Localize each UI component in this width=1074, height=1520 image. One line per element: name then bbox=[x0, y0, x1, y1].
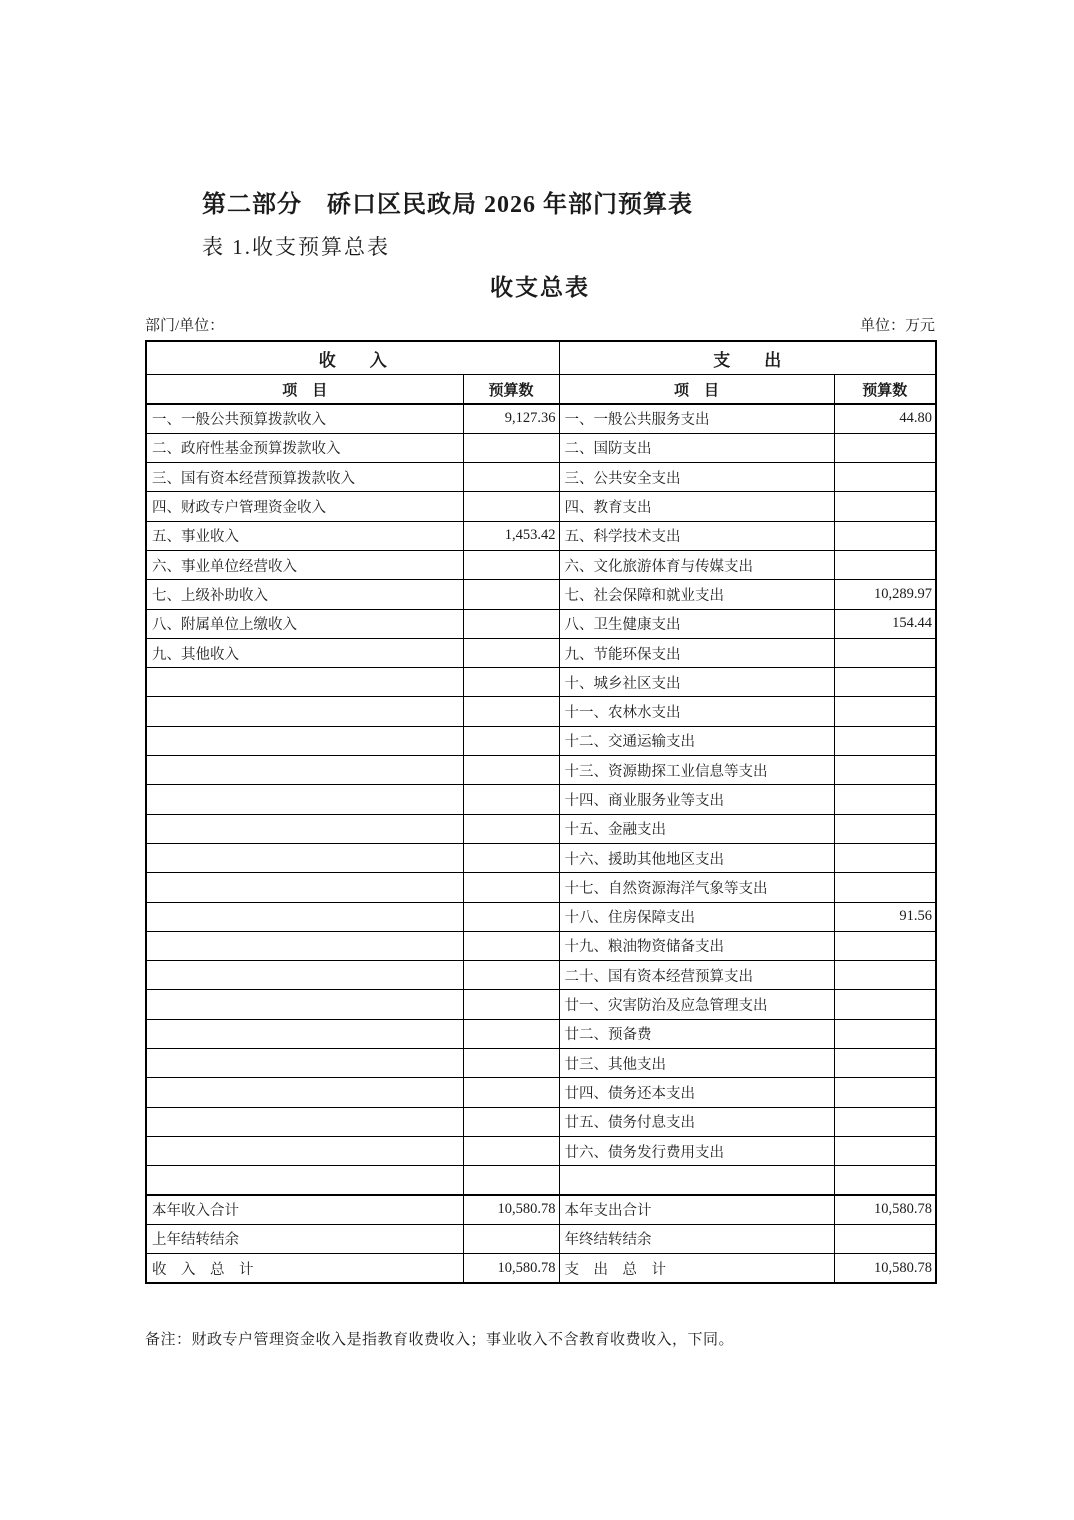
expense-value-cell bbox=[834, 785, 936, 814]
table-row bbox=[146, 843, 936, 872]
table-row bbox=[146, 433, 936, 462]
expense-value-cell bbox=[834, 697, 936, 726]
income-item-cell bbox=[146, 726, 463, 755]
income-item-cell bbox=[146, 814, 463, 843]
meta-row bbox=[145, 310, 935, 340]
income-value-cell bbox=[463, 1049, 559, 1078]
table-row bbox=[146, 726, 936, 755]
income-value-cell bbox=[463, 609, 559, 638]
expense-item-cell: 十三、资源勘探工业信息等支出 bbox=[559, 756, 834, 785]
income-value-cell bbox=[463, 638, 559, 667]
income-value-cell bbox=[463, 1166, 559, 1195]
expense-value-cell bbox=[834, 814, 936, 843]
table-row bbox=[146, 931, 936, 960]
income-item-cell bbox=[146, 1136, 463, 1165]
table-title: 收支总表 bbox=[490, 275, 590, 300]
table-row bbox=[146, 1166, 936, 1195]
table-row bbox=[146, 492, 936, 521]
income-item-cell bbox=[146, 961, 463, 990]
table-row bbox=[146, 521, 936, 550]
expense-item-cell: 八、卫生健康支出 bbox=[559, 609, 834, 638]
expense-item-cell: 二、国防支出 bbox=[559, 433, 834, 462]
expense-item-cell: 廿五、债务付息支出 bbox=[559, 1107, 834, 1136]
income-value-cell: 1,453.42 bbox=[463, 521, 559, 550]
income-group-header: 收 入 bbox=[146, 341, 559, 375]
income-value-cell: 10,580.78 bbox=[463, 1195, 559, 1224]
table-row bbox=[146, 756, 936, 785]
income-value-cell bbox=[463, 931, 559, 960]
income-item-cell bbox=[146, 756, 463, 785]
income-value-cell bbox=[463, 873, 559, 902]
income-value-cell bbox=[463, 697, 559, 726]
income-value-cell bbox=[463, 433, 559, 462]
expense-item-cell: 廿六、债务发行费用支出 bbox=[559, 1136, 834, 1165]
table-row bbox=[146, 580, 936, 609]
income-item-cell: 八、附属单位上缴收入 bbox=[146, 609, 463, 638]
summary-row bbox=[146, 1224, 936, 1253]
expense-value-cell bbox=[834, 931, 936, 960]
income-value-cell bbox=[463, 492, 559, 521]
expense-item-cell: 十、城乡社区支出 bbox=[559, 668, 834, 697]
expense-value-cell bbox=[834, 961, 936, 990]
income-item-cell bbox=[146, 1166, 463, 1195]
income-budget-column-header: 预算数 bbox=[463, 375, 559, 405]
expense-value-cell: 10,289.97 bbox=[834, 580, 936, 609]
expense-value-cell: 10,580.78 bbox=[834, 1254, 936, 1283]
income-value-cell bbox=[463, 550, 559, 579]
income-value-cell bbox=[463, 1136, 559, 1165]
income-item-cell bbox=[146, 785, 463, 814]
table-row bbox=[146, 1019, 936, 1048]
table-row bbox=[146, 550, 936, 579]
income-value-cell bbox=[463, 668, 559, 697]
expense-item-cell: 廿三、其他支出 bbox=[559, 1049, 834, 1078]
table-row bbox=[146, 404, 936, 433]
expense-item-cell: 十一、农林水支出 bbox=[559, 697, 834, 726]
income-value-cell bbox=[463, 1107, 559, 1136]
expense-item-cell: 十五、金融支出 bbox=[559, 814, 834, 843]
expense-value-cell bbox=[834, 668, 936, 697]
table-row bbox=[146, 1049, 936, 1078]
expense-group-header: 支 出 bbox=[559, 341, 936, 375]
expense-item-cell: 六、文化旅游体育与传媒支出 bbox=[559, 550, 834, 579]
table-row bbox=[146, 1107, 936, 1136]
meta-unit-label: 单位：万元 bbox=[859, 318, 935, 334]
footnote: 备注：财政专户管理资金收入是指教育收费收入；事业收入不含教育收费收入，下同。 bbox=[145, 1331, 735, 1348]
table-row bbox=[146, 961, 936, 990]
expense-item-cell: 五、科学技术支出 bbox=[559, 521, 834, 550]
table-row bbox=[146, 668, 936, 697]
expense-value-cell bbox=[834, 1107, 936, 1136]
expense-item-cell: 七、社会保障和就业支出 bbox=[559, 580, 834, 609]
income-item-cell bbox=[146, 902, 463, 931]
expense-budget-column-header: 预算数 bbox=[834, 375, 936, 405]
income-item-cell bbox=[146, 1049, 463, 1078]
group-header-row bbox=[146, 341, 936, 375]
expense-item-cell: 一、一般公共服务支出 bbox=[559, 404, 834, 433]
expense-value-cell: 44.80 bbox=[834, 404, 936, 433]
expense-value-cell bbox=[834, 463, 936, 492]
expense-item-cell: 十二、交通运输支出 bbox=[559, 726, 834, 755]
income-item-cell bbox=[146, 1078, 463, 1107]
expense-value-cell bbox=[834, 521, 936, 550]
income-item-cell: 四、财政专户管理资金收入 bbox=[146, 492, 463, 521]
expense-item-cell: 九、节能环保支出 bbox=[559, 638, 834, 667]
meta-department-label: 部门/单位： bbox=[145, 318, 225, 334]
income-item-cell bbox=[146, 873, 463, 902]
income-item-cell bbox=[146, 843, 463, 872]
income-value-cell: 9,127.36 bbox=[463, 404, 559, 433]
summary-row bbox=[146, 1254, 936, 1283]
income-item-cell: 六、事业单位经营收入 bbox=[146, 550, 463, 579]
expense-value-cell bbox=[834, 1166, 936, 1195]
expense-value-cell bbox=[834, 433, 936, 462]
expense-value-cell bbox=[834, 638, 936, 667]
income-item-cell bbox=[146, 1019, 463, 1048]
income-item-cell bbox=[146, 697, 463, 726]
income-item-cell bbox=[146, 990, 463, 1019]
income-value-cell bbox=[463, 1078, 559, 1107]
income-value-cell bbox=[463, 726, 559, 755]
income-item-cell: 一、一般公共预算拨款收入 bbox=[146, 404, 463, 433]
expense-value-cell bbox=[834, 843, 936, 872]
table-row bbox=[146, 697, 936, 726]
income-item-cell: 收 入 总 计 bbox=[146, 1254, 463, 1283]
table-row bbox=[146, 1136, 936, 1165]
expense-item-cell: 三、公共安全支出 bbox=[559, 463, 834, 492]
expense-item-cell: 四、教育支出 bbox=[559, 492, 834, 521]
expense-value-cell bbox=[834, 492, 936, 521]
table-row bbox=[146, 463, 936, 492]
expense-value-cell bbox=[834, 1078, 936, 1107]
expense-value-cell: 10,580.78 bbox=[834, 1195, 936, 1224]
income-value-cell: 10,580.78 bbox=[463, 1254, 559, 1283]
table-row bbox=[146, 990, 936, 1019]
income-item-cell: 上年结转结余 bbox=[146, 1224, 463, 1253]
income-item-column-header: 项 目 bbox=[146, 375, 463, 405]
table-row bbox=[146, 609, 936, 638]
income-item-cell: 二、政府性基金预算拨款收入 bbox=[146, 433, 463, 462]
table-row bbox=[146, 873, 936, 902]
expense-item-cell: 本年支出合计 bbox=[559, 1195, 834, 1224]
expense-value-cell bbox=[834, 873, 936, 902]
expense-item-cell: 二十、国有资本经营预算支出 bbox=[559, 961, 834, 990]
income-item-cell bbox=[146, 1107, 463, 1136]
income-value-cell bbox=[463, 756, 559, 785]
expense-item-cell: 十九、粮油物资储备支出 bbox=[559, 931, 834, 960]
income-value-cell bbox=[463, 843, 559, 872]
expense-item-cell: 十七、自然资源海洋气象等支出 bbox=[559, 873, 834, 902]
expense-item-cell: 廿四、债务还本支出 bbox=[559, 1078, 834, 1107]
table-row bbox=[146, 814, 936, 843]
expense-item-cell: 支 出 总 计 bbox=[559, 1254, 834, 1283]
expense-value-cell bbox=[834, 1019, 936, 1048]
income-item-cell: 五、事业收入 bbox=[146, 521, 463, 550]
income-item-cell: 九、其他收入 bbox=[146, 638, 463, 667]
expense-value-cell bbox=[834, 550, 936, 579]
income-value-cell bbox=[463, 814, 559, 843]
expense-item-cell: 十六、援助其他地区支出 bbox=[559, 843, 834, 872]
expense-item-cell: 十八、住房保障支出 bbox=[559, 902, 834, 931]
expense-item-cell: 廿二、预备费 bbox=[559, 1019, 834, 1048]
expense-value-cell bbox=[834, 1224, 936, 1253]
table-label: 表 1.收支预算总表 bbox=[202, 235, 390, 259]
column-header-row bbox=[146, 375, 936, 405]
income-value-cell bbox=[463, 1019, 559, 1048]
income-item-cell bbox=[146, 668, 463, 697]
summary-row bbox=[146, 1195, 936, 1224]
expense-item-column-header: 项 目 bbox=[559, 375, 834, 405]
income-value-cell bbox=[463, 961, 559, 990]
income-value-cell bbox=[463, 1224, 559, 1253]
income-value-cell bbox=[463, 785, 559, 814]
expense-item-cell: 年终结转结余 bbox=[559, 1224, 834, 1253]
income-value-cell bbox=[463, 902, 559, 931]
budget-table bbox=[145, 340, 937, 1284]
income-item-cell: 七、上级补助收入 bbox=[146, 580, 463, 609]
table-row bbox=[146, 638, 936, 667]
expense-value-cell bbox=[834, 1136, 936, 1165]
expense-value-cell: 91.56 bbox=[834, 902, 936, 931]
table-row bbox=[146, 902, 936, 931]
table-row bbox=[146, 785, 936, 814]
income-item-cell: 本年收入合计 bbox=[146, 1195, 463, 1224]
income-value-cell bbox=[463, 580, 559, 609]
expense-value-cell: 154.44 bbox=[834, 609, 936, 638]
expense-item-cell: 廿一、灾害防治及应急管理支出 bbox=[559, 990, 834, 1019]
expense-value-cell bbox=[834, 726, 936, 755]
income-item-cell: 三、国有资本经营预算拨款收入 bbox=[146, 463, 463, 492]
expense-value-cell bbox=[834, 990, 936, 1019]
expense-item-cell: 十四、商业服务业等支出 bbox=[559, 785, 834, 814]
section-title: 第二部分 硚口区民政局 2026 年部门预算表 bbox=[202, 192, 693, 218]
expense-value-cell bbox=[834, 1049, 936, 1078]
table-row bbox=[146, 1078, 936, 1107]
expense-value-cell bbox=[834, 756, 936, 785]
income-value-cell bbox=[463, 463, 559, 492]
income-value-cell bbox=[463, 990, 559, 1019]
income-item-cell bbox=[146, 931, 463, 960]
expense-item-cell bbox=[559, 1166, 834, 1195]
